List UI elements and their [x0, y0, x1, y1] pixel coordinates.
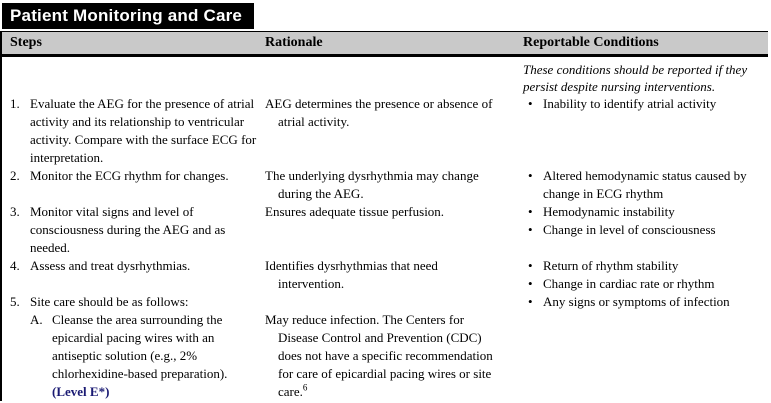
- step-text: Evaluate the AEG for the presence of atrial activity and its relationship to ventricular activity. Compare with the surface ECG for interpretation.: [30, 96, 257, 165]
- table-row-intro: [2, 61, 768, 95]
- bullet-item: [523, 275, 762, 293]
- rationale-cell: [265, 203, 523, 257]
- step-cell: [2, 61, 265, 95]
- step-cell: [2, 95, 265, 167]
- reportable-condition: Altered hemodynamic status caused by change in ECG rhythm: [543, 168, 747, 201]
- step-number: 3.: [10, 204, 20, 219]
- step-number: 4.: [10, 258, 20, 273]
- step-cell: [2, 167, 265, 203]
- bullet-icon: [523, 257, 543, 275]
- rationale-cell: [265, 293, 523, 401]
- section-title: Patient Monitoring and Care: [2, 3, 254, 29]
- table-row: [2, 257, 768, 293]
- table-header-row: [2, 31, 768, 57]
- column-header-rationale: Rationale: [265, 35, 323, 50]
- rationale-cell: [265, 167, 523, 203]
- bullet-icon: [523, 221, 543, 239]
- step-cell: [2, 293, 265, 401]
- rationale-cell: [265, 257, 523, 293]
- column-header-reportable-conditions: Reportable Conditions: [523, 35, 659, 50]
- bullet-item: [523, 221, 762, 239]
- step-text: Assess and treat dysrhythmias.: [30, 258, 191, 273]
- bullet-item: [523, 167, 762, 203]
- bullet-icon: [523, 275, 543, 293]
- reportable-condition: Change in level of consciousness: [543, 222, 716, 237]
- bullet-icon: [523, 167, 543, 203]
- reportable-condition: Hemodynamic instability: [543, 204, 675, 219]
- reportable-intro-note: These conditions should be reported if they persist despite nursing interventions.: [523, 62, 748, 94]
- column-header-steps: Steps: [10, 35, 42, 50]
- rationale-cell: [265, 61, 523, 95]
- substep-body: Cleanse the area surrounding the epicardial pacing wires with an antiseptic solution (e.g., 2% chlorhexidine-based preparation).: [52, 312, 228, 381]
- table-row: [2, 203, 768, 257]
- bullet-item: [523, 203, 762, 221]
- care-table: [0, 31, 768, 401]
- reportable-condition: Change in cardiac rate or rhythm: [543, 276, 715, 291]
- bullet-item: [523, 257, 762, 275]
- rationale-text: AEG determines the presence or absence of atrial activity.: [265, 96, 493, 129]
- step-text: Monitor vital signs and level of consciousness during the AEG and as needed.: [30, 204, 226, 255]
- reportable-cell: [523, 203, 766, 257]
- reportable-cell: [523, 95, 766, 167]
- reportable-cell: [523, 257, 766, 293]
- step-text: Monitor the ECG rhythm for changes.: [30, 168, 229, 183]
- bullet-icon: [523, 95, 543, 113]
- rationale-text: Ensures adequate tissue perfusion.: [265, 204, 445, 219]
- rationale-text: The underlying dysrhythmia may change during the AEG.: [265, 168, 479, 201]
- footnote-reference: 6: [302, 382, 308, 393]
- reportable-cell: [523, 293, 766, 401]
- reportable-condition: Inability to identify atrial activity: [543, 96, 717, 111]
- table-row: [2, 95, 768, 167]
- table-row: [2, 167, 768, 203]
- bullet-icon: [523, 203, 543, 221]
- bullet-icon: [523, 293, 543, 311]
- rationale-text: [265, 311, 505, 401]
- step-cell: [2, 203, 265, 257]
- evidence-level-label: (Level E*): [52, 384, 110, 399]
- substep-text: [52, 311, 259, 401]
- step-number: 5.: [10, 294, 20, 309]
- rationale-text: Identifies dysrhythmias that need intervention.: [265, 258, 438, 291]
- reportable-cell: [523, 167, 766, 203]
- table-row: [2, 293, 768, 401]
- rationale-body: May reduce infection. The Centers for Disease Control and Prevention (CDC) does not have a specific recommendation for care of epicardial pacing wires or site care.: [265, 312, 493, 399]
- bullet-item: [523, 293, 762, 311]
- step-number: 1.: [10, 96, 20, 111]
- bullet-item: [523, 95, 762, 113]
- table-body: [2, 57, 768, 401]
- reportable-condition: Return of rhythm stability: [543, 258, 679, 273]
- reportable-cell: [523, 61, 766, 95]
- step-text: Site care should be as follows:: [30, 294, 189, 309]
- substep-item: [30, 311, 259, 401]
- substep-label: A.: [30, 312, 43, 327]
- step-number: 2.: [10, 168, 20, 183]
- reportable-condition: Any signs or symptoms of infection: [543, 294, 730, 309]
- step-cell: [2, 257, 265, 293]
- rationale-cell: [265, 95, 523, 167]
